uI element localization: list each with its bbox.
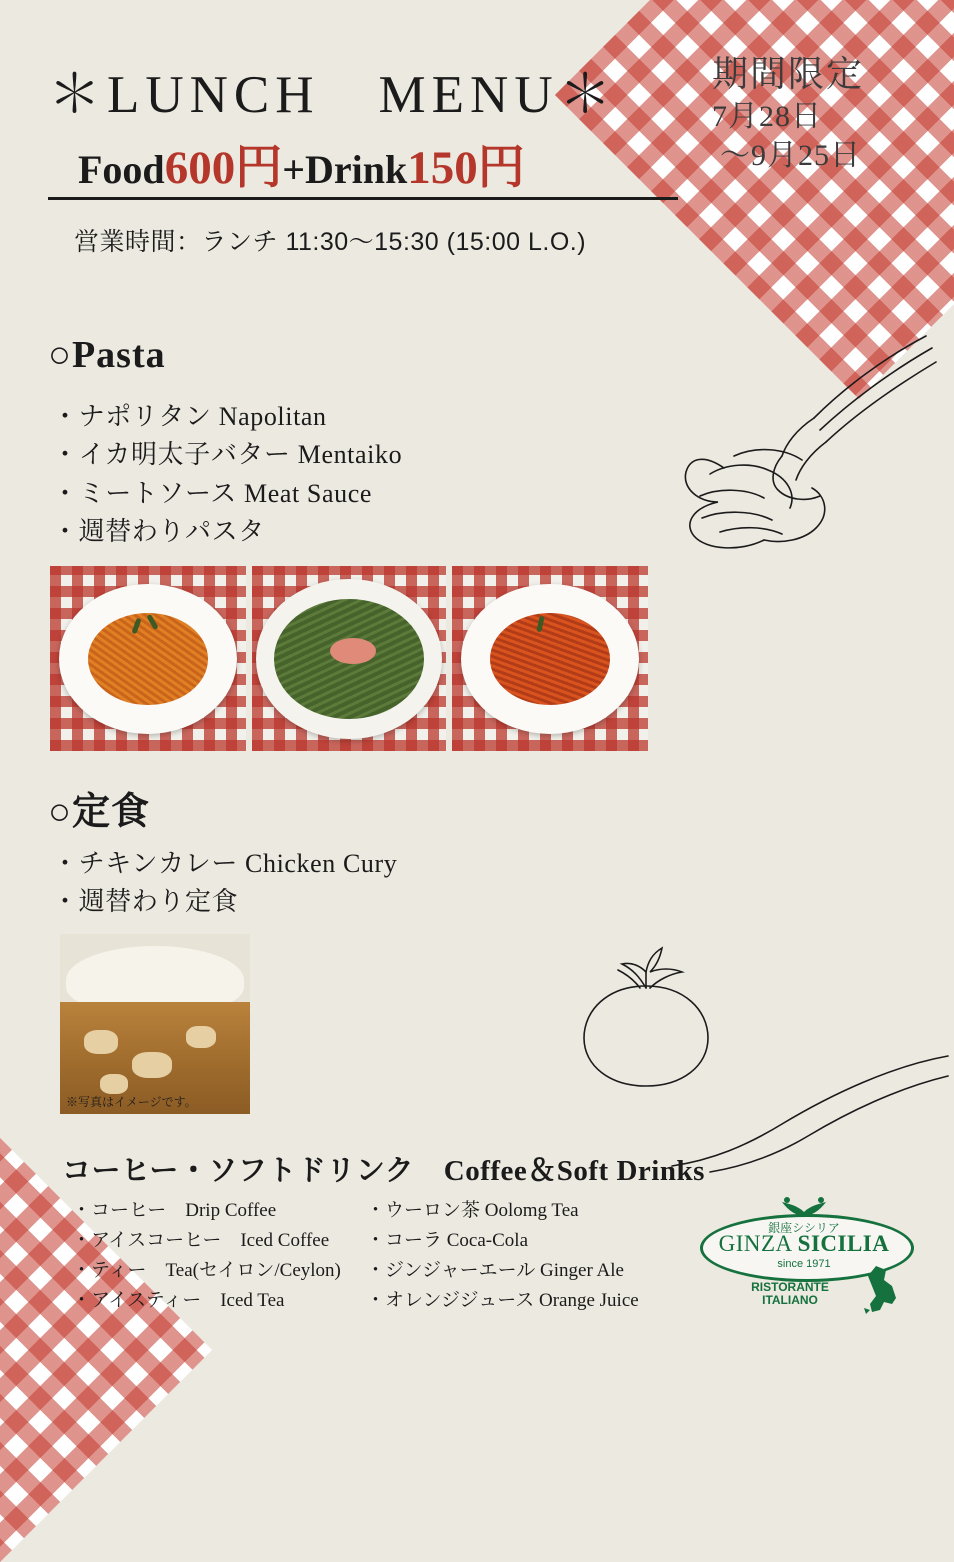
italy-map-icon: [862, 1264, 906, 1316]
photo-scene: [252, 566, 446, 751]
fork-spaghetti-line-art: [664, 318, 944, 568]
logo-subtitle-italiano: ITALIANO: [762, 1293, 818, 1307]
list-item: ・ジンジャーエール Ginger Ale: [366, 1260, 624, 1282]
price-drink-label: Drink: [304, 147, 408, 192]
mentaiko-topping: [330, 638, 376, 664]
price-food-value: 600円: [164, 142, 283, 194]
logo-name: [700, 1231, 908, 1257]
photo-scene: [50, 566, 246, 751]
list-item: ・ティー Tea(セイロン/Ceylon): [72, 1260, 341, 1282]
photo-scene: [452, 566, 648, 751]
list-item: ・アイスティー Iced Tea: [72, 1290, 285, 1312]
food-napolitan: [88, 613, 208, 705]
limited-period-title: 期間限定: [712, 54, 865, 94]
list-item: ・イカ明太子バター Mentaiko: [52, 440, 403, 470]
list-item: ・アイスコーヒー Iced Coffee: [72, 1230, 330, 1252]
curry-chunk: [132, 1052, 172, 1078]
price-line: [48, 144, 678, 200]
list-item: ・チキンカレー Chicken Cury: [52, 849, 398, 878]
price-plus-sign: +: [282, 147, 305, 192]
list-item: ・週替わりパスタ: [52, 517, 265, 547]
photo-chicken-curry: [60, 934, 250, 1114]
teishoku-item-list: [52, 845, 397, 922]
logo-japanese-name: 銀座シシリア: [768, 1221, 840, 1235]
limited-period-date-from: 7月28日: [712, 100, 822, 133]
logo-subtitle-ristorante: RISTORANTE: [751, 1280, 829, 1294]
drinks-list-left: [72, 1196, 341, 1316]
menu-header: [48, 52, 708, 258]
section-heading-pasta: ○Pasta: [48, 334, 166, 376]
price-food-label: Food: [78, 147, 165, 192]
list-item: ・ナポリタン Napolitan: [52, 402, 327, 431]
swoosh-line-art: [662, 1050, 952, 1180]
photo-mentaiko: [252, 566, 446, 751]
limited-period-date-to: 〜9月25日: [720, 139, 861, 172]
curry-chunk: [186, 1026, 216, 1048]
business-hours: 営業時間：ランチ 11:30〜15:30 (15:00 L.O.): [74, 228, 587, 257]
list-item: ・オレンジジュース Orange Juice: [366, 1290, 639, 1312]
list-item: ・ウーロン茶 Oolomg Tea: [366, 1200, 579, 1221]
page-title: ＊LUNCH MENU＊: [48, 66, 618, 124]
photo-napolitan: [50, 566, 246, 751]
restaurant-logo: [700, 1192, 908, 1312]
list-item: ・コーラ Coca-Cola: [366, 1230, 529, 1252]
pasta-item-list: [52, 398, 402, 552]
photo-disclaimer-note: ※写真はイメージです。: [66, 1095, 197, 1109]
photo-scene: [60, 934, 250, 1114]
photo-meat-sauce: [452, 566, 648, 751]
list-item: ・コーヒー Drip Coffee: [72, 1200, 277, 1221]
drinks-list-right: [366, 1196, 639, 1316]
list-item: ・週替わり定食: [52, 887, 239, 917]
logo-since: since 1971: [777, 1258, 831, 1270]
logo-name-ginza: GINZA: [718, 1231, 798, 1256]
limited-period-banner: [712, 52, 932, 175]
section-heading-teishoku: ○定食: [48, 791, 150, 833]
list-item: ・ミートソース Meat Sauce: [52, 478, 373, 508]
curry-chunk: [100, 1074, 128, 1094]
section-heading-drinks: コーヒー・ソフトドリンク Coffee＆Soft Drinks: [62, 1155, 705, 1187]
curry-chunk: [84, 1030, 118, 1054]
logo-name-sicilia: SICILIA: [797, 1231, 890, 1256]
price-drink-value: 150円: [407, 142, 525, 194]
food-meat-sauce: [490, 613, 610, 705]
